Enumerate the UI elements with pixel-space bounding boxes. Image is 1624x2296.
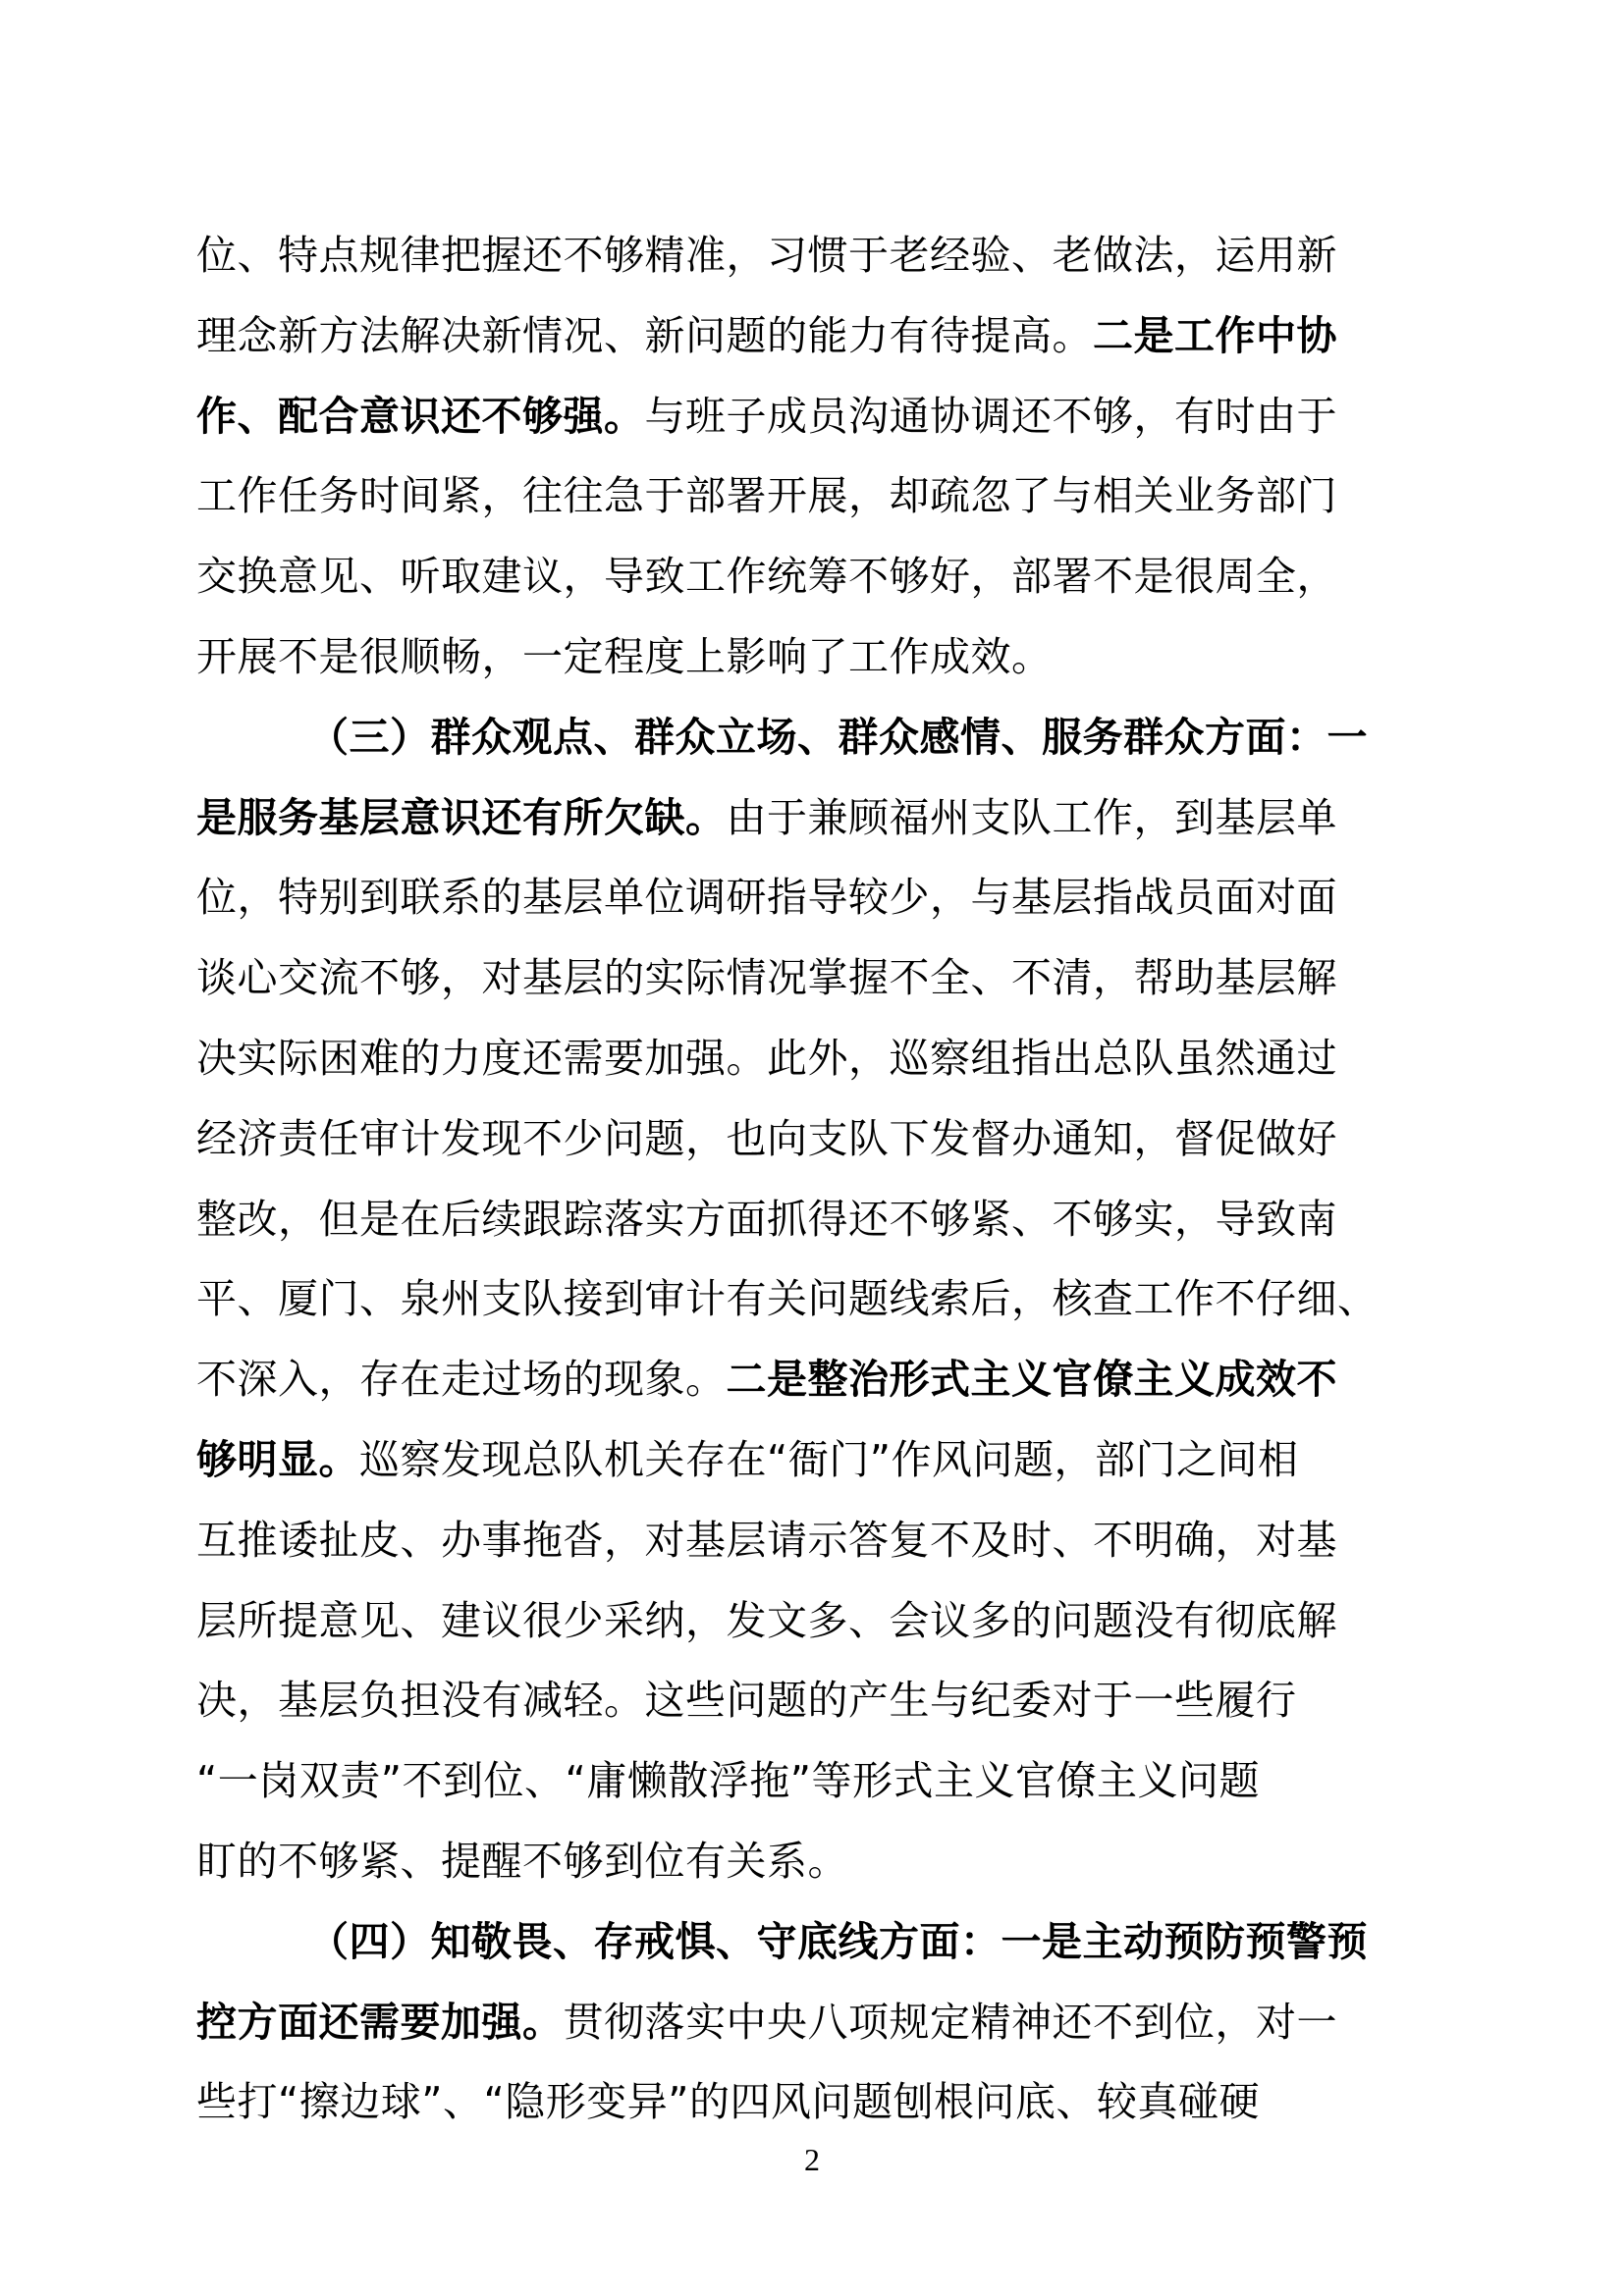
text-segment: 平、厦门、泉州支队接到审计有关问题线索后，核查工作不仔细、 (196, 1275, 1379, 1323)
bold-text-segment: 控方面还需要加强。 (196, 1998, 564, 2046)
text-line (196, 938, 1443, 1019)
text-line (196, 1822, 1443, 1902)
bold-text-segment: 够明显。 (196, 1435, 359, 1483)
body-text (196, 216, 1443, 2143)
text-line (196, 1501, 1443, 1581)
text-line (196, 1259, 1443, 1340)
text-segment: 互推诿扯皮、办事拖沓，对基层请示答复不及时、不明确，对基 (196, 1516, 1337, 1564)
text-segment: 与班子成员沟通协调还不够，有时由于 (644, 392, 1337, 440)
text-line (196, 858, 1443, 938)
text-segment: 交换意见、听取建议，导致工作统筹不够好，部署不是很周全， (196, 553, 1337, 601)
text-line (196, 1420, 1443, 1501)
text-line (196, 296, 1443, 377)
text-segment: 盯的不够紧、提醒不够到位有关系。 (196, 1837, 848, 1885)
text-line (196, 216, 1443, 296)
text-line (196, 537, 1443, 617)
page-number: 2 (804, 2142, 820, 2177)
text-line (196, 377, 1443, 457)
text-segment: 谈心交流不够，对基层的实际情况掌握不全、不清，帮助基层解 (196, 954, 1337, 1002)
bold-text-segment: 作、配合意识还不够强。 (196, 392, 645, 440)
text-segment: 决，基层负担没有减轻。这些问题的产生与纪委对于一些履行 (196, 1677, 1297, 1725)
text-segment: 决实际困难的力度还需要加强。此外，巡察组指出总队虽然通过 (196, 1034, 1337, 1082)
text-line (196, 1902, 1443, 1983)
text-segment: 位、特点规律把握还不够精准，习惯于老经验、老做法，运用新 (196, 232, 1337, 279)
text-segment: 由于兼顾福州支队工作，到基层单 (726, 793, 1337, 841)
text-line (196, 1741, 1443, 1822)
text-line (196, 1099, 1443, 1180)
text-segment: 贯彻落实中央八项规定精神还不到位，对一 (563, 1998, 1337, 2046)
bold-text-segment: 二是整治形式主义官僚主义成效不 (726, 1356, 1337, 1404)
text-line (196, 1340, 1443, 1420)
text-segment: “一岗双责”不到位、“庸懒散浮拖”等形式主义官僚主义问题 (196, 1757, 1260, 1805)
text-line (196, 1180, 1443, 1260)
text-segment: 些打“擦边球”、“隐形变异”的四风问题刨根问底、较真碰硬 (196, 2078, 1260, 2126)
text-line (196, 456, 1443, 537)
bold-text-segment: （三）群众观点、群众立场、群众感情、服务群众方面：一 (308, 713, 1368, 761)
text-line (196, 1661, 1443, 1741)
text-line (196, 698, 1443, 778)
text-line (196, 1983, 1443, 2063)
bold-text-segment: 是服务基层意识还有所欠缺。 (196, 793, 727, 841)
text-segment: 工作任务时间紧，往往急于部署开展，却疏忽了与相关业务部门 (196, 472, 1337, 520)
text-line (196, 778, 1443, 859)
text-line (196, 2062, 1443, 2143)
text-segment: 不深入，存在走过场的现象。 (196, 1356, 727, 1404)
text-line (196, 1581, 1443, 1662)
text-segment: 经济责任审计发现不少问题，也向支队下发督办通知，督促做好 (196, 1114, 1337, 1162)
text-segment: 整改，但是在后续跟踪落实方面抓得还不够紧、不够实，导致南 (196, 1195, 1337, 1243)
bold-text-segment: （四）知敬畏、存戒惧、守底线方面：一是主动预防预警预 (308, 1917, 1368, 1965)
text-segment: 开展不是很顺畅，一定程度上影响了工作成效。 (196, 632, 1053, 680)
text-segment: 位，特别到联系的基层单位调研指导较少，与基层指战员面对面 (196, 874, 1337, 922)
text-segment: 层所提意见、建议很少采纳，发文多、会议多的问题没有彻底解 (196, 1596, 1337, 1644)
text-line (196, 617, 1443, 698)
text-segment: 理念新方法解决新情况、新问题的能力有待提高。 (196, 311, 1093, 359)
text-segment: 巡察发现总队机关存在“衙门”作风问题，部门之间相 (359, 1435, 1299, 1483)
text-line (196, 1019, 1443, 1099)
bold-text-segment: 二是工作中协 (1093, 311, 1337, 359)
